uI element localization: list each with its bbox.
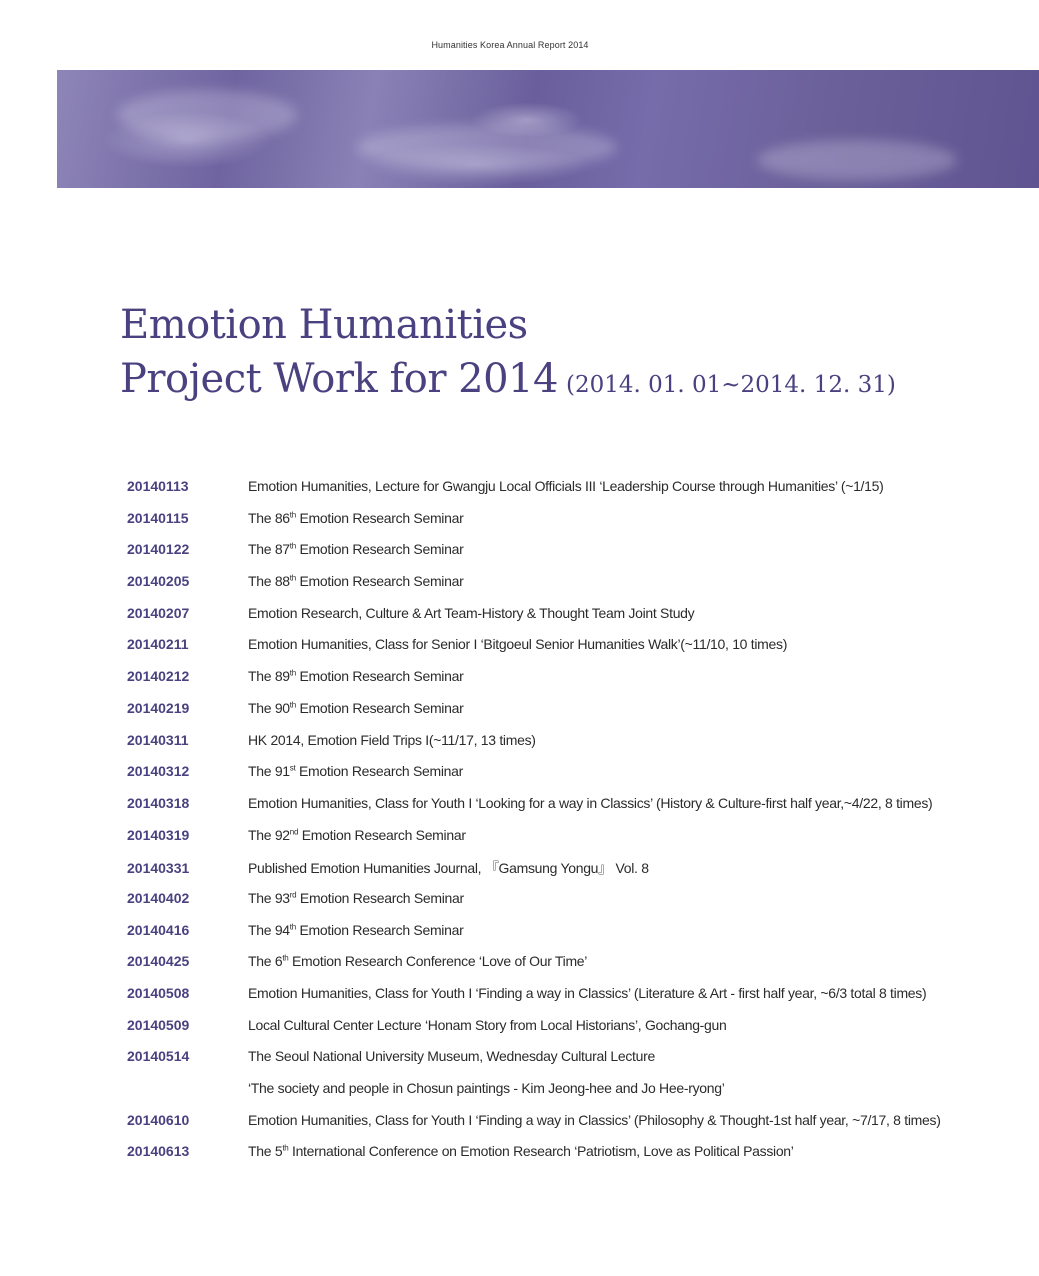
entry-description: Emotion Humanities, Class for Senior I ‘Bitgoeul Senior Humanities Walk’(~11/10, 10 times) (248, 636, 788, 653)
entry-date: 20140113 (127, 478, 189, 494)
entry-description-prefix: The 6 (248, 953, 283, 970)
entry-description-suffix: Emotion Research Seminar (295, 763, 463, 780)
list-item (127, 858, 1007, 890)
entry-description: Emotion Humanities, Class for Youth I ‘Finding a way in Classics’ (Philosophy & Thought-1st half year, ~7/17, 8 times) (248, 1111, 941, 1128)
entry-date: 20140425 (127, 953, 190, 970)
entry-description-prefix: The 94 (248, 921, 290, 938)
entry-date: 20140319 (127, 826, 190, 843)
entry-description (248, 668, 463, 684)
ordinal-suffix: rd (289, 890, 297, 900)
list-item (127, 510, 1007, 542)
entry-description-prefix: The 87 (248, 541, 290, 558)
title-line-2-text: Project Work for 2014 (120, 356, 558, 402)
entry-description-suffix: International Conference on Emotion Research ‘Patriotism, Love as Political Passion’ (288, 1143, 794, 1160)
entry-description-prefix: The 91 (248, 763, 290, 780)
entry-description-prefix: The 90 (248, 699, 290, 716)
ordinal-suffix: nd (289, 826, 299, 836)
entry-description (248, 573, 463, 589)
list-item (127, 1048, 1007, 1080)
list-item (127, 795, 1007, 827)
entry-description-suffix: Emotion Research Seminar (295, 699, 464, 716)
entry-date: 20140211 (127, 636, 189, 653)
entry-description-suffix: Emotion Research Seminar (295, 668, 464, 685)
entry-description: ‘The society and people in Chosun paintings - Kim Jeong-hee and Jo Hee-ryong’ (248, 1080, 725, 1097)
entry-description (248, 763, 463, 779)
entry-description (248, 922, 463, 938)
entry-description-suffix: Emotion Research Seminar (295, 573, 464, 590)
entry-date: 20140416 (127, 921, 190, 938)
entry-date: 20140312 (127, 763, 190, 780)
list-item (127, 478, 1007, 510)
entry-description-suffix: Emotion Research Seminar (298, 826, 466, 843)
title-line-1: Emotion Humanities (120, 302, 528, 348)
list-item (127, 668, 1007, 700)
entry-date: 20140402 (127, 889, 190, 906)
entry-description-suffix: Emotion Research Seminar (295, 541, 464, 558)
ordinal-suffix: th (289, 921, 296, 931)
entry-date: 20140219 (127, 699, 190, 716)
entry-date: 20140115 (127, 509, 189, 526)
running-header: Humanities Korea Annual Report 2014 (431, 40, 589, 50)
entry-description-prefix: The 93 (248, 889, 290, 906)
entry-date: 20140205 (127, 573, 190, 590)
entry-description-prefix: The 92 (248, 826, 290, 843)
entry-description: Emotion Humanities, Class for Youth I ‘Looking for a way in Classics’ (History & Culture-first half year,~4/22, 8 times) (248, 794, 933, 811)
title-line-2 (120, 352, 896, 412)
list-item (127, 573, 1007, 605)
list-item (127, 953, 1007, 985)
entry-description: The Seoul National University Museum, Wednesday Cultural Lecture (248, 1048, 655, 1065)
header-banner-image (57, 70, 1039, 188)
list-item (127, 541, 1007, 573)
page-title (120, 298, 896, 412)
entry-description-suffix: Emotion Research Conference ‘Love of Our Time’ (288, 953, 588, 970)
entry-date: 20140122 (127, 541, 190, 558)
project-work-list (127, 478, 1007, 1175)
list-item (127, 827, 1007, 859)
entry-date: 20140331 (127, 860, 190, 877)
ordinal-suffix: th (289, 668, 296, 678)
entry-description: Emotion Humanities, Lecture for Gwangju Local Officials III ‘Leadership Course through Humanities’ (~1/15) (248, 478, 884, 494)
entry-date: 20140610 (127, 1111, 190, 1128)
entry-date: 20140509 (127, 1016, 190, 1033)
entry-description (248, 827, 466, 843)
ordinal-suffix: st (289, 763, 296, 773)
entry-date: 20140311 (127, 731, 189, 748)
list-item (127, 1143, 1007, 1175)
ordinal-suffix: th (289, 573, 296, 583)
list-item (127, 922, 1007, 954)
entry-description: Emotion Humanities, Class for Youth I ‘Finding a way in Classics’ (Literature & Art - first half year, ~6/3 total 8 times) (248, 985, 927, 1001)
entry-date: 20140514 (127, 1048, 190, 1065)
entry-description-suffix: Emotion Research Seminar (296, 889, 464, 906)
entry-date: 20140212 (127, 668, 190, 685)
entry-description-prefix: The 88 (248, 573, 290, 590)
list-item (127, 700, 1007, 732)
entry-description: HK 2014, Emotion Field Trips I(~11/17, 13 times) (248, 731, 536, 748)
entry-description: Local Cultural Center Lecture ‘Honam Story from Local Historians’, Gochang-gun (248, 1016, 727, 1033)
entry-description (248, 700, 463, 716)
list-item (127, 636, 1007, 668)
entry-date: 20140318 (127, 794, 190, 811)
entry-date: 20140613 (127, 1143, 190, 1160)
ordinal-suffix: th (282, 953, 289, 963)
entry-description (248, 890, 464, 906)
title-period: (2014. 01. 01~2014. 12. 31) (565, 372, 896, 398)
list-item (127, 1080, 1007, 1112)
entry-description-prefix: The 86 (248, 509, 290, 526)
ordinal-suffix: th (289, 700, 296, 710)
list-item (127, 605, 1007, 637)
ordinal-suffix: th (282, 1143, 289, 1153)
list-item (127, 890, 1007, 922)
entry-date: 20140508 (127, 985, 190, 1001)
ordinal-suffix: th (289, 510, 296, 520)
entry-description (248, 1143, 794, 1159)
list-item (127, 1017, 1007, 1049)
entry-description (248, 541, 463, 557)
list-item (127, 1112, 1007, 1144)
entry-description (248, 953, 587, 969)
entry-description: Emotion Research, Culture & Art Team-History & Thought Team Joint Study (248, 604, 695, 621)
entry-date: 20140207 (127, 604, 190, 621)
ordinal-suffix: th (289, 541, 296, 551)
entry-description (248, 510, 463, 526)
entry-description-prefix: The 5 (248, 1143, 283, 1160)
list-item (127, 985, 1007, 1017)
entry-description: Published Emotion Humanities Journal, 『Gamsung Yongu』 Vol. 8 (248, 860, 649, 877)
entry-description-prefix: The 89 (248, 668, 290, 685)
entry-description-suffix: Emotion Research Seminar (295, 921, 464, 938)
list-item (127, 763, 1007, 795)
list-item (127, 732, 1007, 764)
entry-description-suffix: Emotion Research Seminar (295, 509, 464, 526)
